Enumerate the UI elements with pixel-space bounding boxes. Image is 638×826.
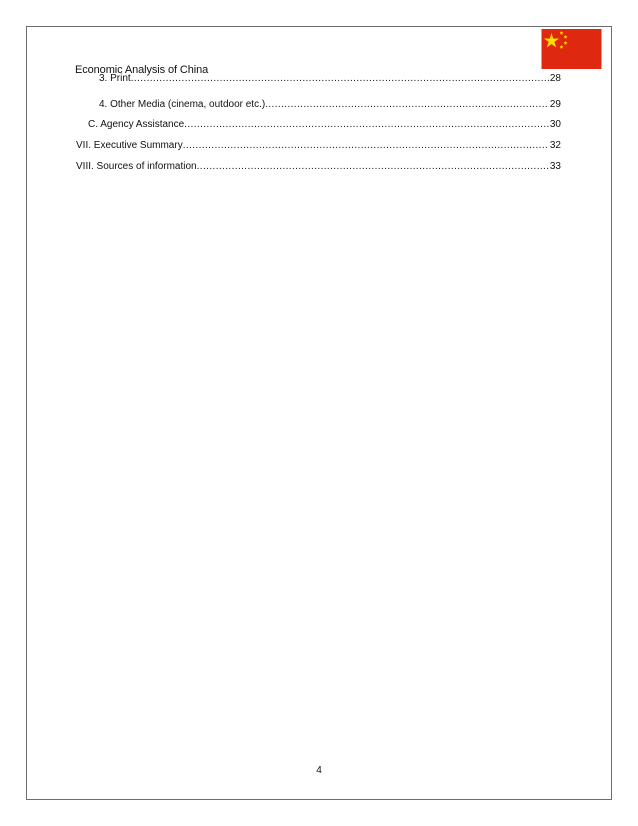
toc-dot-leader [131, 73, 549, 84]
toc-entry-agency-assistance[interactable] [88, 119, 561, 130]
toc-entry-label: VII. Executive Summary [76, 140, 183, 151]
toc-dot-leader [184, 119, 549, 130]
toc-dot-leader [265, 99, 549, 110]
toc-entry-page: 32 [549, 140, 561, 151]
toc-entry-print[interactable] [99, 73, 561, 84]
toc-entry-page: 29 [549, 99, 561, 110]
toc-entry-label: 3. Print [99, 73, 131, 84]
page-number: 4 [316, 765, 322, 776]
toc-entry-page: 33 [549, 161, 561, 172]
document-header-title: Economic Analysis of China [75, 64, 209, 76]
page-frame [26, 26, 612, 800]
toc-entry-sources-of-information[interactable] [76, 161, 561, 172]
toc-entry-executive-summary[interactable] [76, 140, 561, 151]
toc-entry-page: 30 [549, 119, 561, 130]
toc-entry-label: VIII. Sources of information [76, 161, 197, 172]
flag-field [542, 29, 602, 69]
toc-entry-label: 4. Other Media (cinema, outdoor etc.) [99, 99, 266, 110]
toc-entry-label: C. Agency Assistance [88, 119, 185, 130]
toc-dot-leader [197, 161, 549, 172]
toc-dot-leader [183, 140, 549, 151]
toc-entry-page: 28 [549, 73, 561, 84]
toc-entry-other-media[interactable] [99, 99, 561, 110]
china-flag-icon [541, 29, 602, 69]
